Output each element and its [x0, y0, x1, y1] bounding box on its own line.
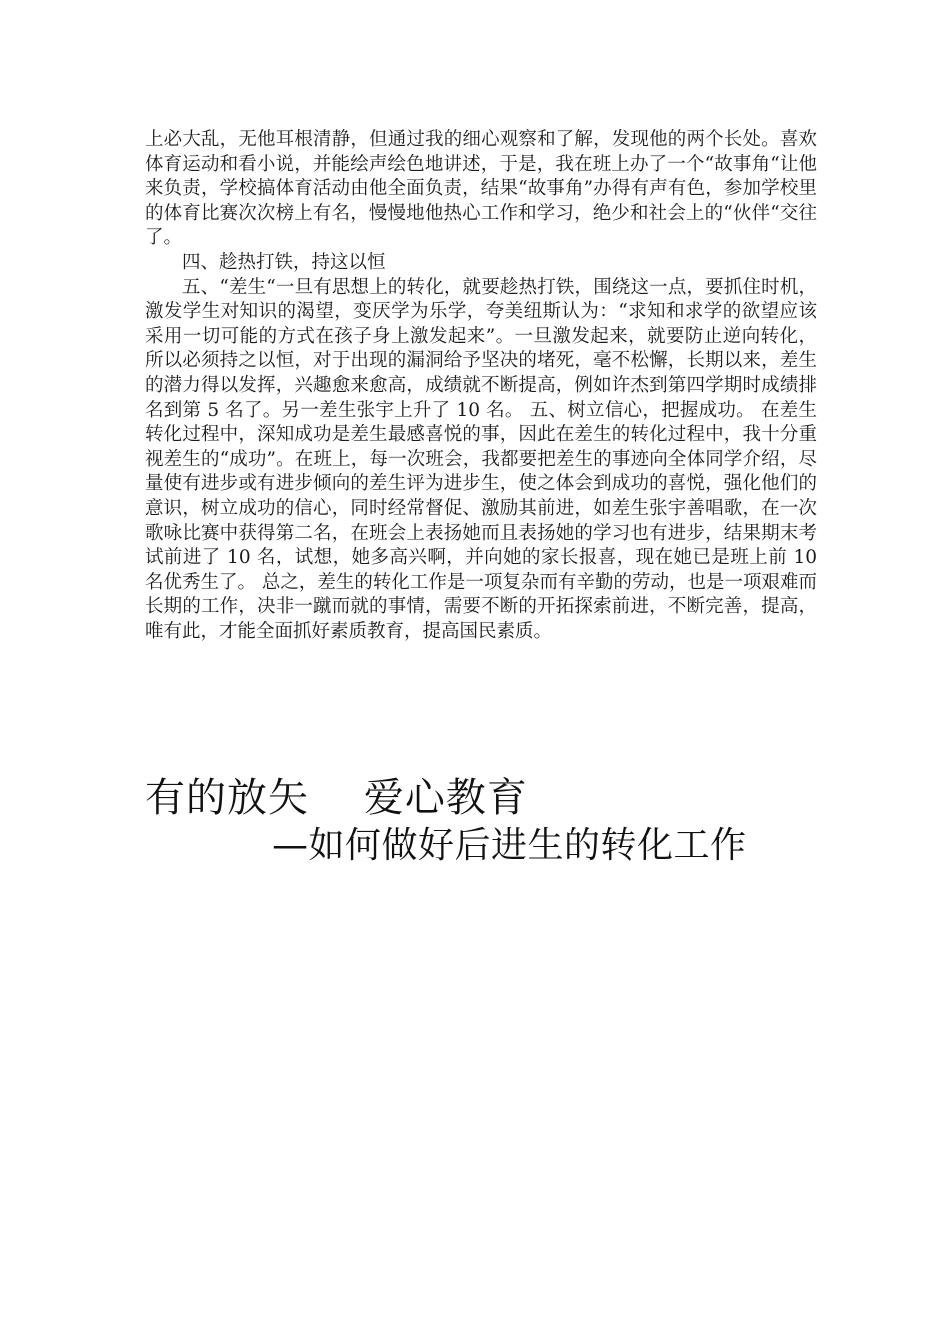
document-subtitle: —如何做好后进生的转化工作: [272, 825, 747, 866]
paragraph-continuation: 上必大乱，无他耳根清静，但通过我的细心观察和了解，发现他的两个长处。喜欢体育运动和看小说，并能绘声绘色地讲述，于是，我在班上办了一个“故事角“让他来负责，学校搞体育活动由他全面负责，结果“故事角”办得有声有色，参加学校里的体育比赛次次榜上有名，慢慢地他热心工作和学习，绝少和社会上的“伙伴“交往了。: [145, 129, 817, 249]
body-text: [145, 128, 817, 644]
section-heading-four: 四、趁热打铁，持这以恒: [182, 251, 386, 273]
paragraph-section-five: 五、“差生“一旦有思想上的转化，就要趁热打铁，围绕这一点，要抓住时机，激发学生对知识的渴望，变厌学为乐学，夸美纽斯认为：“求知和求学的欲望应该采用一切可能的方式在孩子身上激发起来”。一旦激发起来，就要防止逆向转化，所以必须持之以恒，对于出现的漏洞给予坚决的堵死，毫不松懈，长期以来，差生的潜力得以发挥，兴趣愈来愈高，成绩就不断提高，例如许杰到第四学期时成绩排名到第 5 名了。另一差生张宇上升了 10 名。 五、树立信心，把握成功。 在差生转化过程中，深知成功是差生最感喜悦的事，因此在差生的转化过程中，我十分重视差生的“成功”。在班上，每一次班会，我都要把差生的事迹向全体同学介绍，尽量使有进步或有进步倾向的差生评为进步生，使之体会到成功的喜悦，强化他们的意识，树立成功的信心，同时经常督促、激励其前进，如差生张宇善唱歌，在一次歌咏比赛中获得第二名，在班会上表扬她而且表扬她的学习也有进步，结果期末考试前进了 10 名，试想，她多高兴啊，并向她的家长报喜，现在她已是班上前 10 名优秀生了。 总之，差生的转化工作是一项复杂而有辛勤的劳动，也是一项艰难而长期的工作，决非一蹴而就的事情，需要不断的开拓探索前进，不断完善，提高，唯有此，才能全面抓好素质教育，提高国民素质。: [145, 276, 817, 642]
document-title: 有的放矢 爱心教育: [145, 775, 528, 821]
